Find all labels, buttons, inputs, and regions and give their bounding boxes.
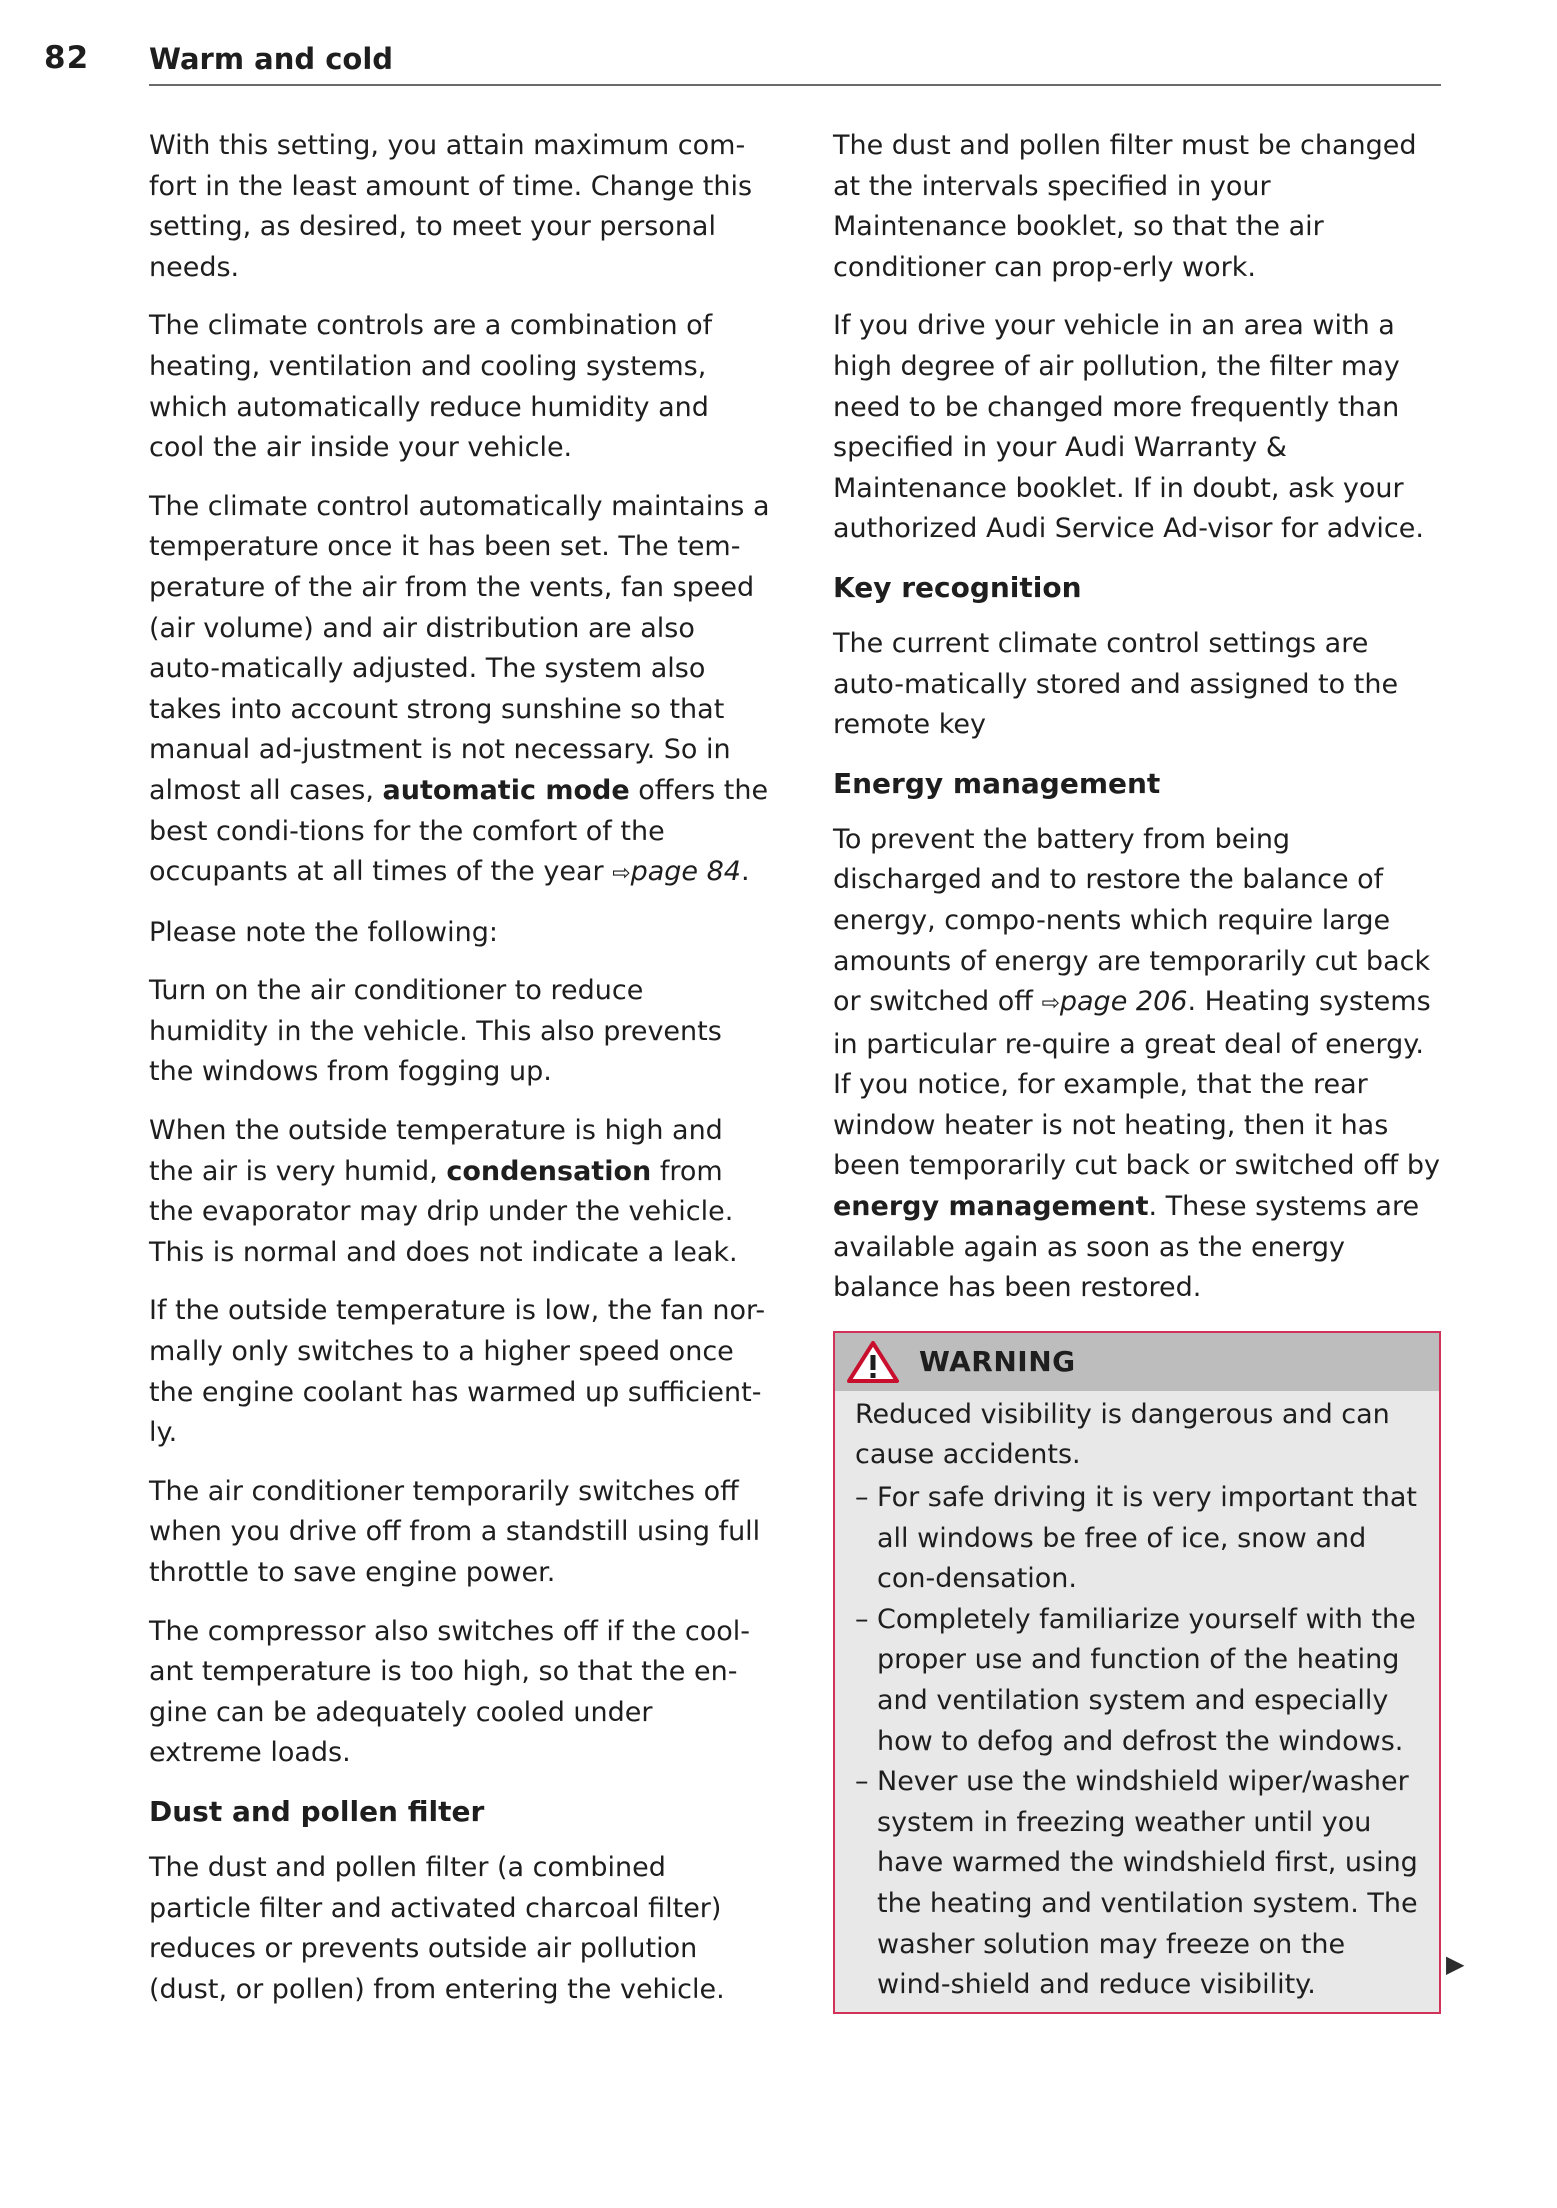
paragraph-climate-controls: The climate controls are a combination of heating, ventilation and cooling systems, which automatically reduce humidity and cool the air inside your vehicle. <box>149 310 713 464</box>
paragraph-max-comfort: With this setting, you attain maximum com-fort in the least amount of time. Change this setting, as desired, to meet your personal needs. <box>149 130 753 283</box>
left-column <box>149 126 771 2028</box>
warning-header <box>835 1333 1439 1391</box>
warning-triangle-icon <box>847 1340 899 1384</box>
text: The climate control automatically maintains a temperature once it has been set. The tem-perature of the air from the vents, fan speed (air volume) and air distribution are also auto-matically adjusted. The system also takes into account strong sunshine so that manual ad-justment is not necessary. So in almost all cases, <box>149 490 770 806</box>
warning-item: – Completely familiarize yourself with the proper use and function of the heating and ventilation system and especially how to defog and defrost the windows. <box>855 1600 1421 1762</box>
warning-item: – For safe driving it is very important that all windows be free of ice, snow and con-densation. <box>855 1478 1421 1600</box>
warning-list <box>855 1478 1421 2006</box>
warning-body <box>835 1391 1439 2012</box>
paragraph-key-recognition: The current climate control settings are auto-matically stored and assigned to the remote key <box>833 627 1399 741</box>
section-title: Warm and cold <box>149 42 394 76</box>
paragraph-compressor: The compressor also switches off if the cool-ant temperature is too high, so that the en-gine can be adequately cooled under extreme loads. <box>149 1615 751 1769</box>
paragraph-energy-management <box>833 820 1445 1309</box>
paragraph-filter-interval: The dust and pollen filter must be changed at the intervals specified in your Maintenance booklet, so that the air conditioner can prop-erly work. <box>833 130 1417 283</box>
text: . <box>740 856 750 888</box>
right-column <box>833 126 1445 2014</box>
paragraph-condensation <box>149 1111 771 1273</box>
text: offers the best condi-tions for the comfort of the occupants at all times of the year <box>149 774 769 888</box>
page-number: 82 <box>44 40 90 76</box>
page-reference-link[interactable]: page 206 <box>1059 986 1188 1018</box>
text: To prevent the battery from being discharged and to restore the balance of energy, compo-nents which require large amounts of energy are temporarily cut back or switched off <box>833 823 1431 1018</box>
text: . These systems are available again as soon as the energy balance has been restored. <box>833 1191 1420 1304</box>
paragraph-fan-speed: If the outside temperature is low, the fan nor-mally only switches to a higher speed once the engine coolant has warmed up sufficient-ly. <box>149 1295 766 1449</box>
paragraph-air-pollution: If you drive your vehicle in an area with a high degree of air pollution, the filter may need to be changed more frequently than specified in your Audi Warranty & Maintenance booklet. If in doubt, ask your authorized Audi Service Ad-visor for advice. <box>833 310 1424 545</box>
bold-term-energy-management: energy management <box>833 1191 1149 1223</box>
warning-box <box>833 1331 1441 2014</box>
warning-title: WARNING <box>919 1344 1076 1378</box>
bold-term-automatic-mode: automatic mode <box>382 774 630 806</box>
paragraph-automatic-mode <box>149 487 771 895</box>
text: . Heating systems in particular re-quire a great deal of energy. If you notice, for example, that the rear window heater is not heating, then it has been temporarily cut back or switched off by <box>833 986 1440 1182</box>
heading-energy-management: Energy management <box>833 766 1161 800</box>
warning-intro: Reduced visibility is dangerous and can cause accidents. <box>855 1398 1390 1471</box>
paragraph-filter-description: The dust and pollen filter (a combined particle filter and activated charcoal filter) reduces or prevents outside air pollution (dust, or pollen) from entering the vehicle. <box>149 1851 725 2005</box>
text: from the evaporator may drip under the vehicle. This is normal and does not indicate a leak. <box>149 1155 738 1268</box>
paragraph-please-note: Please note the following: <box>149 916 498 948</box>
page-header <box>0 0 1557 100</box>
paragraph-full-throttle: The air conditioner temporarily switches off when you drive off from a standstill using full throttle to save engine power. <box>149 1475 761 1588</box>
page-reference-link[interactable]: page 84 <box>630 856 741 888</box>
bold-term-condensation: condensation <box>446 1155 652 1187</box>
page-ref-arrow-icon: ⇨ <box>612 861 631 887</box>
page-ref-arrow-icon: ⇨ <box>1041 991 1060 1017</box>
paragraph-humidity: Turn on the air conditioner to reduce humidity in the vehicle. This also prevents the windows from fogging up. <box>149 975 722 1088</box>
heading-key-recognition: Key recognition <box>833 570 1082 604</box>
warning-item: – Never use the windshield wiper/washer system in freezing weather until you have warmed the windshield first, using the heating and ventilation system. The washer solution may freeze on the wind-shield and reduce visibility. <box>855 1762 1421 2006</box>
heading-dust-pollen-filter: Dust and pollen filter <box>149 1794 485 1828</box>
text: When the outside temperature is high and the air is very humid, <box>149 1115 723 1187</box>
continue-arrow-icon[interactable]: ▶ <box>1446 1950 1465 1978</box>
header-divider <box>149 84 1441 86</box>
